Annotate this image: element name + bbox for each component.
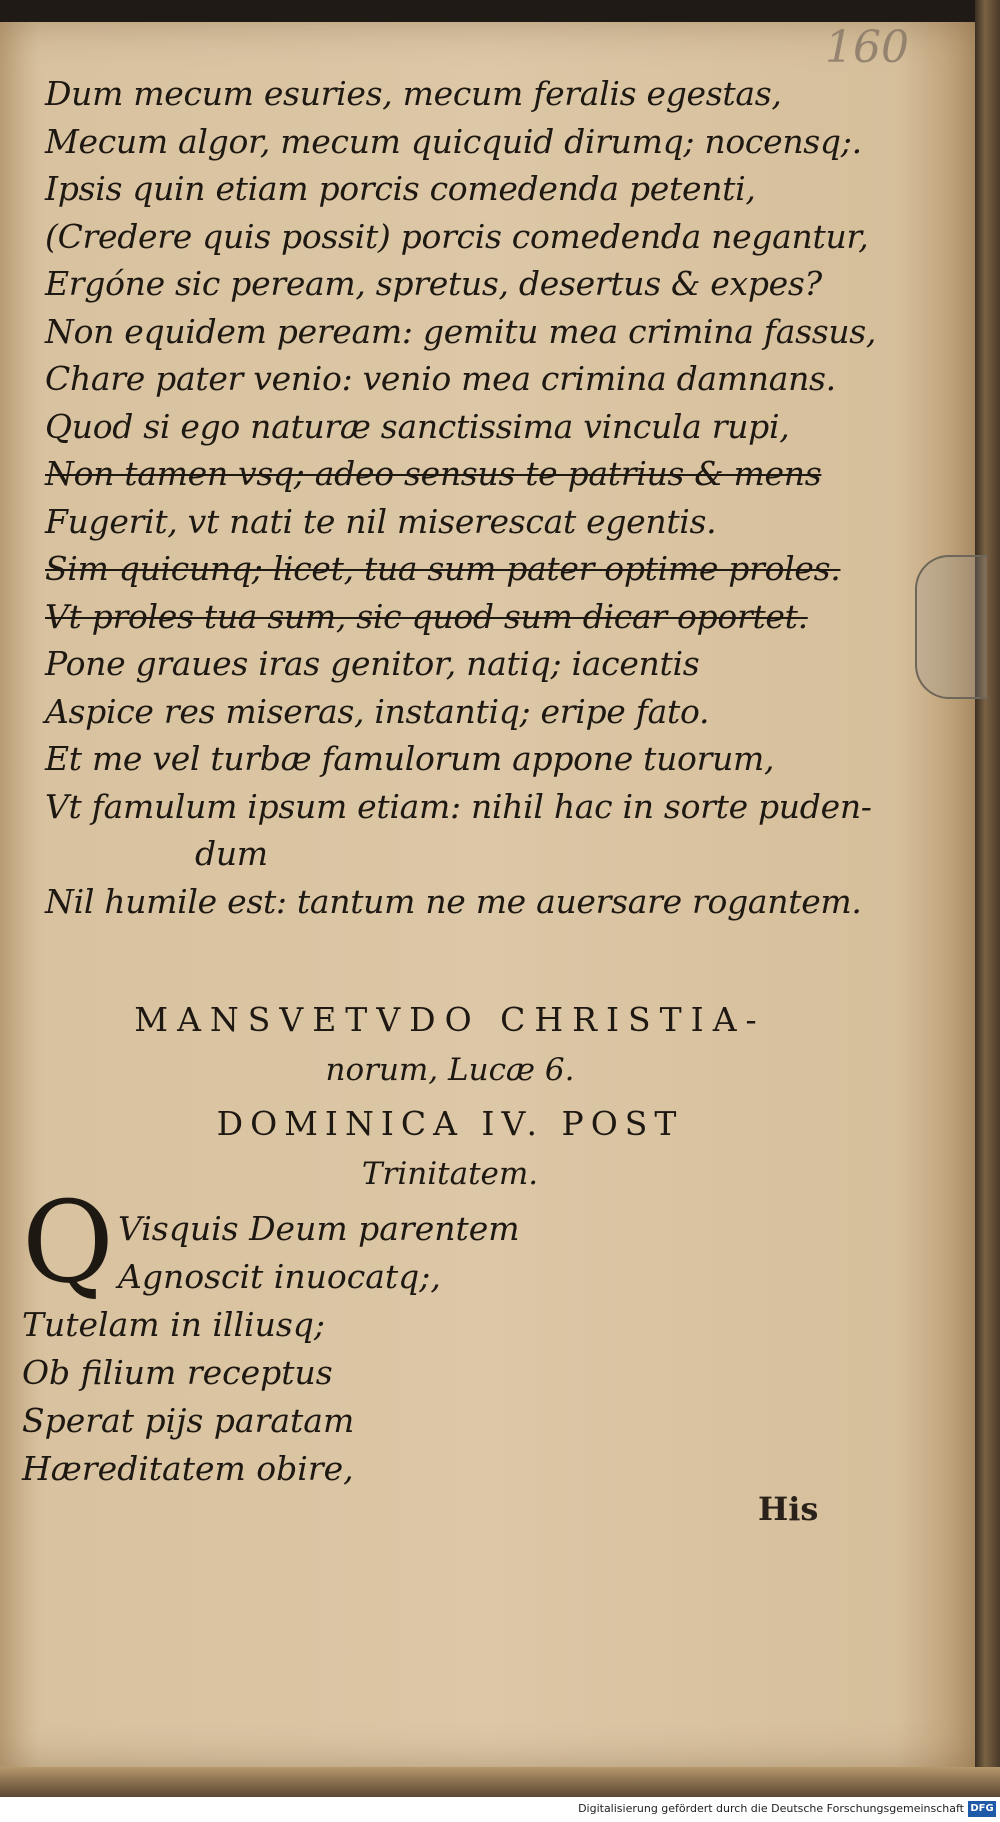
verse-line: Quod si ego naturæ sanctissima vincula rupi, bbox=[45, 406, 790, 446]
ode-line: Visquis Deum parentem bbox=[118, 1209, 520, 1248]
ode-line: Tutelam in illiusq; bbox=[22, 1305, 326, 1344]
verse-line: Nil humile est: tantum ne me auersare rogantem. bbox=[45, 881, 862, 921]
section-heading-trinitatem: Trinitatem. bbox=[361, 1156, 539, 1192]
verse-line: Non tamen vsq; adeo sensus te patrius & mens bbox=[45, 454, 822, 493]
section-heading-title: MANSVETVDO CHRISTIA- bbox=[134, 1000, 766, 1039]
verse-line: Chare pater venio: venio mea crimina damnans. bbox=[45, 359, 836, 398]
page-edge bbox=[975, 0, 1000, 1795]
bookmark-tab bbox=[915, 555, 987, 699]
verse-line: Sim quicunq; licet, tua sum pater optime proles. bbox=[45, 549, 841, 588]
dfg-logo: DFG bbox=[968, 1801, 996, 1817]
verse-line: Mecum algor, mecum quicquid dirumq; nocensq;. bbox=[45, 121, 862, 161]
section-heading-reference: norum, Lucæ 6. bbox=[325, 1052, 575, 1088]
verse-line: Pone graues iras genitor, natiq; iacentis bbox=[45, 644, 700, 683]
catchword: His bbox=[758, 1490, 819, 1528]
verse-line: Vt famulum ipsum etiam: nihil hac in sorte puden- bbox=[45, 786, 872, 826]
verse-block bbox=[45, 70, 877, 925]
footer-credit: Digitalisierung gefördert durch die Deutsche Forschungsgemeinschaft bbox=[578, 1802, 964, 1815]
verse-line: Dum mecum esuries, mecum feralis egestas, bbox=[45, 74, 782, 113]
verse-line: Fugerit, vt nati te nil miserescat egentis. bbox=[45, 501, 717, 541]
verse-line: Vt proles tua sum, sic quod sum dicar oportet. bbox=[45, 596, 808, 636]
verse-line: Et me vel turbæ famulorum appone tuorum, bbox=[45, 739, 775, 778]
verse-line: Aspice res miseras, instantiq; eripe fato. bbox=[45, 691, 710, 731]
verse-line: Non equidem peream: gemitu mea crimina fassus, bbox=[45, 311, 877, 351]
ode-line: Ob filium receptus bbox=[22, 1353, 333, 1392]
folio-number: 160 bbox=[825, 22, 909, 73]
digitization-footer bbox=[0, 1797, 1000, 1822]
ode-line: Hæreditatem obire, bbox=[22, 1449, 354, 1488]
ode-line: Sperat pijs paratam bbox=[22, 1401, 355, 1440]
ode-line: Agnoscit inuocatq;, bbox=[118, 1257, 441, 1296]
drop-capital: Q bbox=[22, 1178, 114, 1308]
section-heading-dominica: DOMINICA IV. POST bbox=[216, 1104, 684, 1143]
verse-line: Ergóne sic peream, spretus, desertus & expes? bbox=[45, 264, 822, 303]
verse-line: dum bbox=[195, 834, 268, 873]
verse-line: Ipsis quin etiam porcis comedenda petenti, bbox=[45, 169, 756, 208]
ode-block bbox=[22, 1205, 722, 1493]
page-bottom-edge bbox=[0, 1767, 1000, 1797]
verse-line: (Credere quis possit) porcis comedenda negantur, bbox=[45, 216, 869, 256]
